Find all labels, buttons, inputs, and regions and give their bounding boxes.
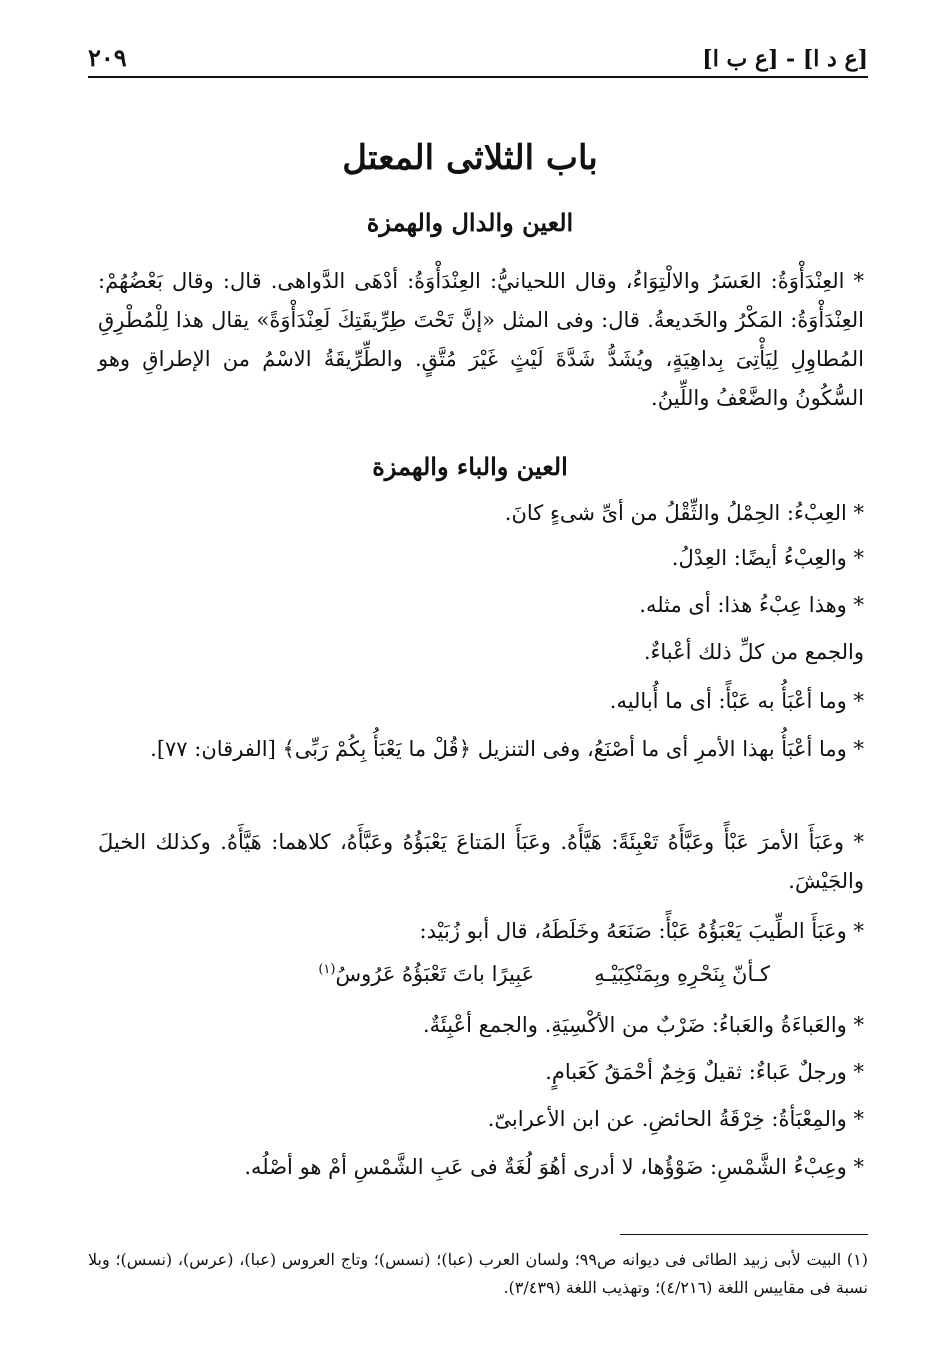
entry-line: * وما أعْبَأُ به عَبْأً: أى ما أُباليه. <box>609 689 864 713</box>
entry-line: * ورجلٌ عَباءٌ: ثقيلٌ وَخِمٌ أحْمَقُ كَعَبامٍ. <box>545 1060 864 1084</box>
entry-line: * وهذا عِبْءُ هذا: أى مثله. <box>639 593 864 617</box>
entry-line: * والعَباءَةُ والعَباءُ: ضَرْبٌ من الأكْسِيَةِ. والجمع أعْبِئَةٌ. <box>423 1013 864 1037</box>
entry-line: * وعَبَأَ الطِّيبَ يَعْبَؤُهُ عَبْأً: صَنَعَهُ وخَلَطَهُ، قال أبو زُبَيْد: <box>419 919 864 943</box>
entry-line: * العِبْءُ: الحِمْلُ والثِّقْلُ من أىِّ شىءٍ كانَ. <box>504 501 864 525</box>
entry-line: * والمِعْبَأةُ: خِرْقَةُ الحائضِ. عن ابن الأعرابىّ. <box>487 1107 864 1131</box>
footnote-separator <box>620 1234 868 1235</box>
paragraph-abaa: * وعَبَأَ الأمرَ عَبْأً وعَبَّأَهُ تَعْبِئَةً: هَيَّأَهُ. وعَبَأَ المَتاعَ يَعْبَؤُهُ وعَبَّأَهُ، كلاهما: هَيَّأَهُ. وكذلك الخيلَ والجَيْشَ. <box>98 830 864 893</box>
paragraph-indaawa: * العِنْدَأْوَةُ: العَسَرُ والالْتِوَاءُ، وقال اللحيانيُّ: العِنْدَأْوَةُ: أدْهَى الدَّواهى. قال: وقال بَعْضُهُمْ: العِنْدَأْوَةُ: المَكْرُ والخَديعةُ. قال: وفى المثل «إنَّ تَحْتَ طِرِّيقَتِكَ لَعِنْدَأْوَةً» يقال هذا لِلْمُطْرِقِ المُطاوِلِ لِيَأْتِىَ بِداهِيَةٍ، ويُشَدُّ شَدَّةَ لَيْثٍ غَيْرَ مُتَّقٍ. والطِّرِّيقَةُ الاسْمُ من الإطراقِ وهو السُّكُونُ والضَّعْفُ واللِّينُ. <box>98 269 864 410</box>
paragraph-quran: * وما أعْبَأُ بهذا الأمرِ أى ما أصْنَعُ، وفى التنزيل ﴿قُلْ ما يَعْبَأُ بِكُمْ رَبِّى﴾ [الفرقان: ٧٧]. <box>150 737 864 761</box>
verse-hemistich-2: عَبِيرًا باتَ تَعْبَؤُهُ عَرُوسُ <box>335 962 535 986</box>
section-title-ain-dal-hamza: العين والدال والهمزة <box>366 208 574 237</box>
entry-line: والجمع من كلِّ ذلك أعْباءٌ. <box>643 640 864 664</box>
running-header <box>88 38 868 78</box>
verse-hemistich-1: كـأنّ بِنَحْرِهِ وبِمَنْكِبَيْـهِ <box>594 962 770 986</box>
entry-line: * والعِبْءُ أيضًا: العِدْلُ. <box>671 546 864 570</box>
poetry-verse <box>318 962 770 986</box>
entry-range: [ع د ا] - [ع ب ا] <box>702 46 868 72</box>
page-number: ٢٠٩ <box>88 43 127 72</box>
entry-line: * وعِبْءُ الشَّمْسِ: ضَوْؤُها، لا أدرى أهُوَ لُغَةٌ فى عَبِ الشَّمْسِ أمْ هو أصْلُه. <box>244 1155 864 1179</box>
section-title-ain-ba-hamza: العين والباء والهمزة <box>372 452 568 481</box>
footnote-marker: (١) <box>318 962 336 977</box>
chapter-title: باب الثلاثى المعتل <box>342 138 598 178</box>
footnote: (١) البيت لأبى زبيد الطائى فى ديوانه ص٩٩؛ ولسان العرب (عبا)؛ (نسس)؛ وتاج العروس (عبا)، (عرس)، (نسس)؛ وبلا نسبة فى مقاييس اللغة (٤/٢١٦)؛ وتهذيب اللغة (٣/٤٣٩). <box>88 1250 868 1297</box>
